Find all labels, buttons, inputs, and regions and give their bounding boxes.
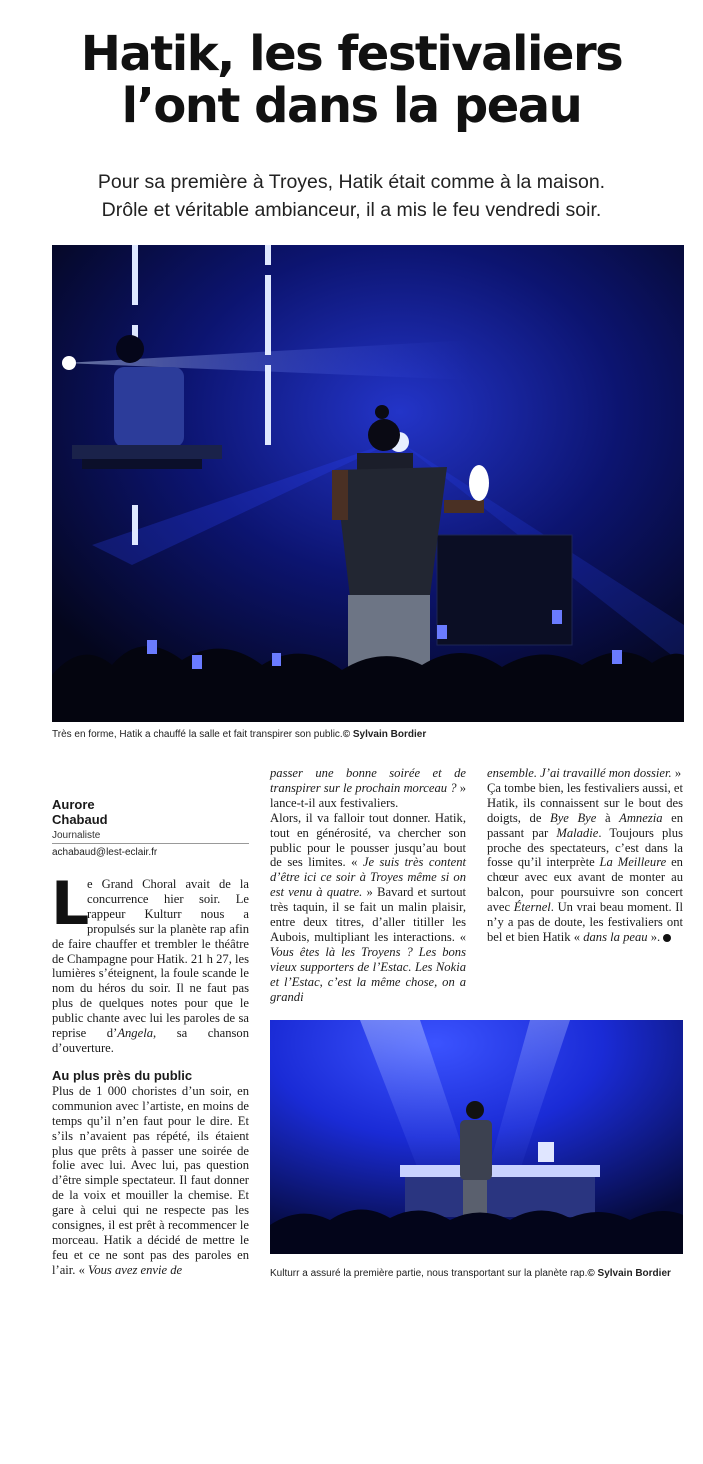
- paragraph-6-text-c: en chœur avec eux avant de monter au balcon, pour poursuivre son concert avec: [487, 855, 683, 915]
- paragraph-6: [487, 781, 683, 945]
- opening-act-credit: © Sylvain Bordier: [587, 1268, 671, 1279]
- opening-act-caption-text: Kulturr a assuré la première partie, nous transportant sur la planète rap.: [270, 1268, 588, 1279]
- main-photo-credit: © Sylvain Bordier: [342, 729, 427, 740]
- song-title-angela: Angela: [117, 1026, 153, 1041]
- paragraph-4-text-a: Alors, il va falloir tout donner. Hatik, tout en générosité, va chercher son public pour le pousser jusqu’au bout de ses limites. «: [270, 810, 466, 870]
- paragraph-3-text: » lance-t-il aux festivaliers.: [270, 780, 466, 810]
- article-column-2: [270, 766, 466, 1005]
- paragraph-1: [51, 869, 249, 1056]
- song-bye-bye: Bye Bye: [550, 810, 597, 825]
- quote-estac: Vous êtes là les Troyens ? Les bons vieux supporters de l’Estac. Les Nokia et l’Estac, c’est la même chose, on a grandi: [270, 944, 466, 1004]
- quote-dans-la-peau: dans la peau: [583, 929, 648, 944]
- main-concert-photo: [52, 245, 684, 722]
- opening-act-caption: [270, 1268, 683, 1280]
- song-eternel: Éternel: [513, 900, 551, 915]
- standfirst: [40, 168, 663, 224]
- author-last-name: Chabaud: [52, 812, 108, 827]
- paragraph-6-text-a: Ça tombe bien, les festivaliers aussi, et Hatik, ils connaissent sur le bout des doigts, de: [487, 780, 683, 825]
- quote-continued: passer une bonne soirée et de transpirer sur le prochain morceau ?: [270, 766, 466, 795]
- article-column-3: [487, 766, 683, 945]
- article-column-1: [52, 797, 249, 1278]
- paragraph-6-text-e: ».: [647, 929, 661, 944]
- headline-line-2: l’ont dans la peau: [121, 78, 582, 134]
- paragraph-2-text: Plus de 1 000 choristes d’un soir, en communion avec l’artiste, en moins de temps qu’il n’en faut pour le dire. Et s’ils n’avaient pas répété, ils étaient plus que prêts à passer une soirée de folie avec lui. Avec lui, pas question d’être simple spectateur. Il faut donner de la voix et mouiller la chemise. Et gare à celui qui ne respecte pas les consignes, il est prêt à recommencer le morceau. Hatik a décidé de mettre le feu et ce ne sont pas des paroles en l’air. «: [52, 1083, 249, 1277]
- paragraph-6-text-b: . Toujours plus proche des spectateurs, c’est dans la fosse qu’il interprète: [487, 825, 683, 870]
- subheading: Au plus près du public: [52, 1067, 193, 1083]
- quote-end: ensemble. J’ai travaillé mon dossier.: [487, 766, 672, 780]
- headline: [20, 28, 683, 132]
- paragraph-1-text: e Grand Choral avait de la concurrence hier soir. Le rappeur Kulturr nous a propulsés sur la planète rap afin de faire chauffer et trembler le théâtre de Champagne pour Hatik. 21 h 27, les lumières s’éteignent, la foule scande le nom du héros du soir. Il ne faut pas plus de quelques notes pour que le public chante avec lui les paroles de sa reprise d’: [52, 877, 249, 1041]
- author-email[interactable]: achabaud@lest-eclair.fr: [52, 847, 158, 858]
- text-en-passant: en passant par: [487, 810, 683, 840]
- song-amnezia: Amnezia: [619, 810, 663, 825]
- drop-cap: L: [51, 869, 90, 939]
- author-role: Journaliste: [52, 829, 249, 844]
- main-photo-caption: [52, 729, 692, 741]
- song-maladie: Maladie: [556, 825, 599, 840]
- quote-start: Vous avez envie de: [88, 1262, 183, 1277]
- paragraph-6-text-d: . Un vrai beau moment. Il n’y a pas de doute, les festivaliers ont bel et bien Hatik «: [487, 900, 683, 944]
- standfirst-line-2: Drôle et véritable ambianceur, il a mis le feu vendredi soir.: [101, 199, 602, 221]
- headline-line-1: Hatik, les festivaliers: [80, 26, 623, 82]
- paragraph-1-end: , sa chanson d’ouverture.: [52, 1026, 249, 1055]
- song-la-meilleure: La Meilleure: [599, 855, 667, 870]
- main-photo-caption-text: Très en forme, Hatik a chauffé la salle et fait transpirer son public.: [52, 729, 343, 740]
- quote-troyes: Je suis très content d’être ici ce soir à Troyes même si on est venu à quatre.: [270, 855, 466, 900]
- paragraph-5: [487, 766, 683, 781]
- paragraph-4-text-b: » Bavard et surtout très taquin, il se fait un malin plaisir, entre deux titres, d’aller titiller les Aubois, multipliant les interactions. «: [270, 885, 466, 944]
- opening-act-photo: [270, 1020, 683, 1254]
- text-a: à: [596, 810, 620, 825]
- paragraph-3: [270, 766, 466, 811]
- paragraph-5-text: »: [671, 766, 682, 780]
- paragraph-4: [270, 811, 466, 1005]
- author-first-name: Aurore: [52, 797, 95, 812]
- standfirst-line-1: Pour sa première à Troyes, Hatik était comme à la maison.: [97, 171, 606, 193]
- end-of-article-icon: [663, 934, 671, 942]
- paragraph-2: [52, 1084, 249, 1278]
